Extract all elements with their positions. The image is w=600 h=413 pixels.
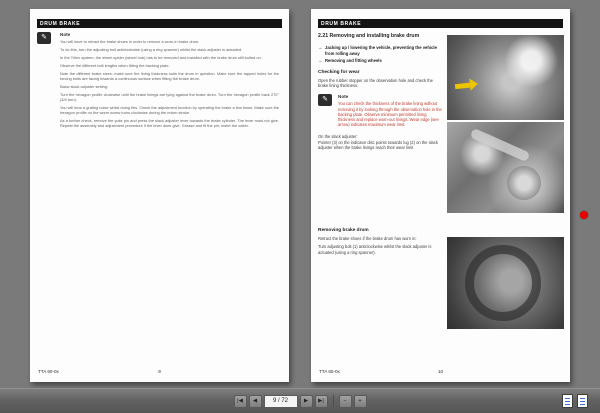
right-page-text-column (318, 33, 442, 154)
note-text-block (60, 32, 279, 131)
zoom-out-button[interactable]: − (339, 395, 352, 408)
next-page-button[interactable]: ▶ (300, 395, 313, 408)
section-title: 2.21 Removing and installing brake drum (318, 33, 420, 39)
viewer-toolbar (0, 388, 600, 413)
zoom-in-button[interactable]: + (354, 395, 367, 408)
footer-page-number: 10 (437, 369, 444, 374)
last-page-button[interactable]: ▶| (315, 395, 328, 408)
note-paragraph: To do this, turn the adjusting bolt anticlockwise (using a ring spanner) whilst the slack adjuster is actuated. (60, 47, 243, 52)
arrow-bullet-icon: → (318, 45, 323, 51)
chapter-header-bar (37, 19, 282, 28)
body-paragraph: Pointer (3) on the indicator disc points towards lug (2) on the slack adjuster when the brake linings reach their wear limit (318, 140, 438, 151)
toolbar-right-cluster (562, 394, 588, 408)
cross-reference-item (318, 45, 442, 56)
chapter-header-bar (318, 19, 563, 28)
chapter-title: DRUM BRAKE (40, 20, 81, 27)
note-label: Note (60, 32, 71, 37)
photo-observation-hole (447, 35, 564, 120)
chapter-title: DRUM BRAKE (321, 20, 362, 27)
photo-brake-drum (447, 237, 564, 329)
note-paragraph: You will hear a grating noise whilst doing this. Check the adjustment function by operating the brake a few times. Make sure the hexagon profile on the worm screw turns clockwise during the return stroke. (60, 105, 279, 115)
document-page-right (311, 9, 570, 382)
arrow-bullet-icon: → (318, 58, 323, 64)
note-paragraph: In the Trilex system, the wheel spider (wheel hub) has to be removed and installed with the brake drum still bolted on. (60, 55, 262, 60)
body-paragraph: On the slack adjuster: (318, 133, 358, 139)
red-dot-annotation (580, 211, 588, 219)
facing-pages-view-button[interactable] (577, 394, 588, 408)
note-paragraph: Note the different brake sizes: make sure the lining thickness suits the drum in question. Make sure the tapped holes for the forcing bolts are facing towards a continuous surface when fitting the brake drum. (60, 71, 279, 81)
yellow-arrow-marker (454, 78, 478, 92)
single-page-view-button[interactable] (562, 394, 573, 408)
body-paragraph: Open the rubber stopper on the observation hole and check the brake lining thickness. (318, 77, 433, 88)
subsection-heading: Checking for wear (318, 69, 360, 75)
removing-section (318, 228, 442, 258)
body-paragraph: Turn adjusting bolt (1) anticlockwise whilst the slack adjuster is actuated (using a ring spanner). (318, 244, 432, 255)
photo-lever-detail (470, 128, 531, 162)
first-page-button[interactable]: |◀ (234, 395, 247, 408)
cross-reference-label: Removing and fitting wheels (325, 58, 382, 64)
note-content (338, 94, 442, 127)
note-block (318, 94, 442, 127)
cross-reference-item (318, 58, 442, 63)
photo-hub-detail (507, 166, 541, 200)
document-page-left (30, 9, 289, 382)
note-highlighted-text: You can check the thickness of the brake lining without removing it by looking through the observation hole in the backing plate. Observe minimum permitted lining thickness and replace worn-out linings. Wear edge (see arrow) indicates maximum wear limit. (338, 101, 442, 128)
cross-reference-label: Jacking up / lowering the vehicle, preventing the vehicle from rolling away (325, 45, 437, 56)
note-icon-glyph: ✎ (41, 34, 47, 41)
toolbar-separator (333, 395, 334, 407)
footer-page-number: 9 (158, 369, 161, 374)
note-paragraph: You will have to retract the brake shoes in order to remove a worn-in brake drum. (60, 39, 200, 44)
page-number-input[interactable]: 9 / 72 (264, 395, 298, 408)
footer-document-code: TTA 60-0x (38, 369, 59, 374)
yellow-arrow-bar (455, 82, 470, 89)
photo-slack-adjuster (447, 122, 564, 213)
note-paragraph: Basic slack adjuster setting: (60, 84, 109, 89)
note-paragraph: Observe the different bolt lengths when fitting the backing plate. (60, 63, 170, 68)
note-icon (37, 32, 51, 44)
note-icon-glyph: ✎ (322, 96, 328, 104)
photo-drum-ring-detail (465, 245, 541, 321)
previous-page-button[interactable]: ◀ (249, 395, 262, 408)
subsection-heading: Removing brake drum (318, 228, 369, 233)
footer-document-code: TTA 60-0x (319, 369, 340, 374)
left-page-body (37, 32, 282, 131)
note-label: Note (338, 94, 349, 100)
note-paragraph: As a further check, remove the yoke pin and press the slack adjuster lever towards the brake cylinder. The lever must not give. Repeat the assembly and adjustment procedure if the lever does give. Grease and fit the pin; insert the cotter. (60, 118, 279, 128)
note-paragraph: Turn the hexagon profile clockwise until the brake linings are lying against the brake drum. Turn the hexagon profile back 270° (3/4 turn). (60, 92, 279, 102)
note-icon (318, 94, 332, 106)
body-paragraph: Retract the brake shoes if the brake drum has worn in: (318, 236, 417, 241)
yellow-arrow-tip (469, 78, 478, 91)
